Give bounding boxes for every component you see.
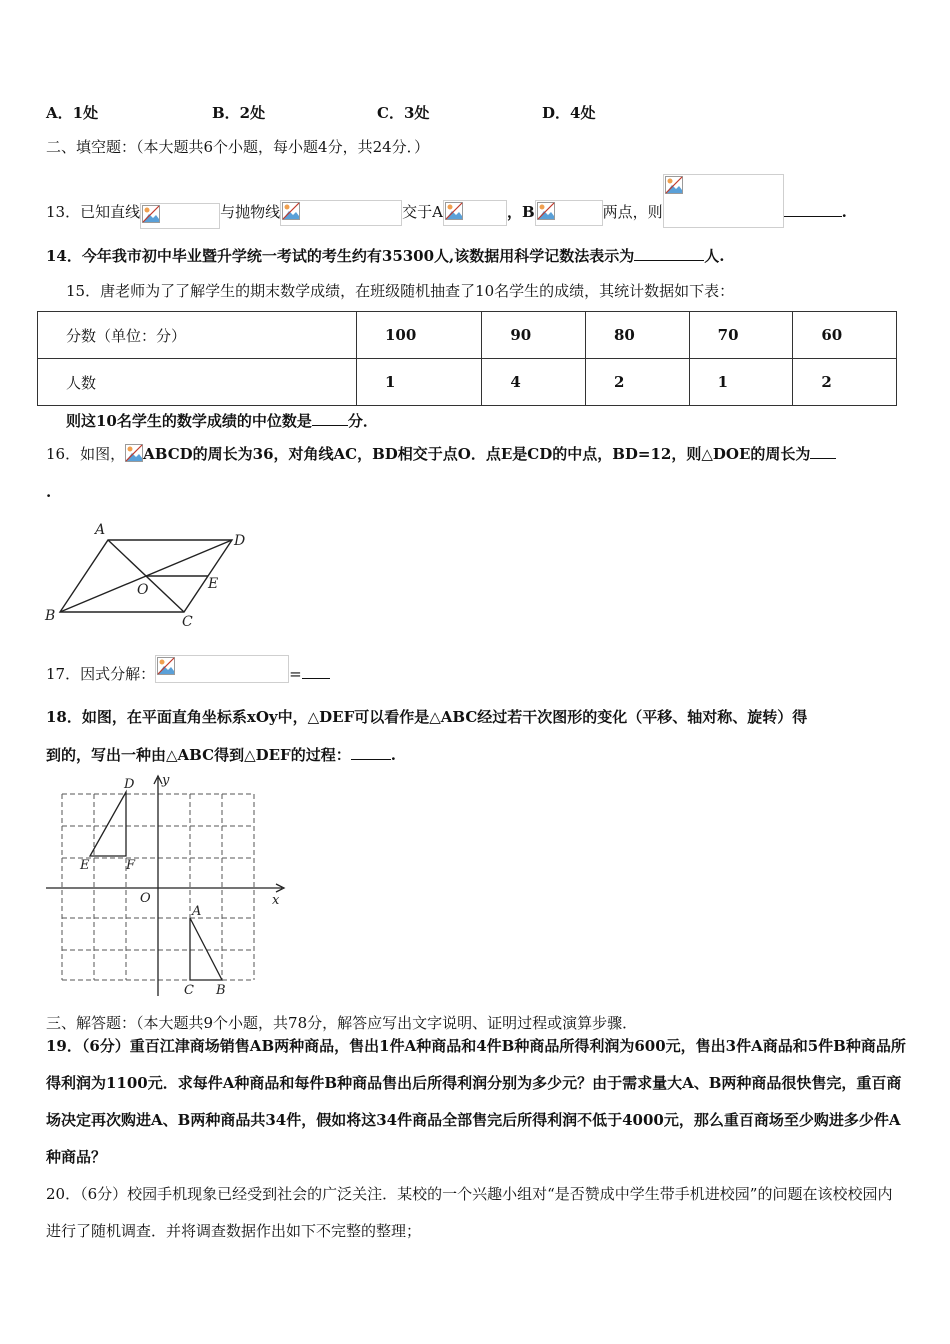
section-2-heading: 二、填空题：（本大题共6个小题，每小题4分，共24分．） bbox=[46, 138, 430, 156]
label-a: A bbox=[192, 904, 202, 919]
table-cell: 人数 bbox=[38, 359, 357, 406]
answer-blank bbox=[810, 458, 836, 459]
q14-end: 人. bbox=[704, 247, 725, 265]
label-c: C bbox=[184, 983, 194, 998]
label-a: A bbox=[95, 522, 106, 538]
q16-text-b: ABCD的周长为36，对角线AC，BD相交于点O．点E是CD的中点，BD=12，则△DOE的周长为 bbox=[143, 445, 811, 463]
label-e: E bbox=[208, 576, 219, 592]
answer-blank bbox=[634, 260, 704, 261]
q13-text-1: 13．已知直线 bbox=[46, 203, 141, 221]
question-16 bbox=[46, 444, 836, 464]
label-b: B bbox=[45, 608, 56, 624]
question-14 bbox=[46, 246, 725, 266]
broken-image-icon bbox=[157, 657, 175, 675]
image-placeholder bbox=[280, 200, 402, 226]
q16-dot: . bbox=[46, 483, 52, 501]
broken-image-icon bbox=[142, 205, 160, 223]
label-y: y bbox=[162, 773, 170, 788]
option-b: B．2处 bbox=[212, 104, 266, 122]
answer-blank bbox=[302, 678, 330, 679]
q17-text: 17．因式分解： bbox=[46, 665, 156, 683]
q13-text-4: ，B bbox=[506, 203, 535, 221]
q15-end-text: 则这10名学生的数学成绩的中位数是 bbox=[66, 412, 312, 430]
question-18-line-2 bbox=[46, 745, 396, 765]
broken-image-icon bbox=[445, 202, 463, 220]
q15-tail: 分． bbox=[347, 412, 378, 430]
table-cell: 70 bbox=[689, 312, 793, 359]
question-13 bbox=[46, 186, 847, 240]
coordinate-grid-figure bbox=[44, 772, 290, 1000]
score-table bbox=[37, 311, 897, 406]
image-placeholder bbox=[443, 200, 507, 226]
label-f: F bbox=[126, 858, 136, 873]
label-o: O bbox=[137, 582, 149, 598]
question-19: 19．（6分）重百江津商场销售AB两种商品，售出1件A种商品和4件B种商品所得利润为600元，售出3件A商品和5件B种商品所得利润为1100元．求每件A种商品和每件B种商品售出后所得利润分别为多少元？由于需求量大A、B两种商品很快售完，重百商场决定再次购进A、B两种商品共34件，假如将这34件商品全部售完后所得利润不低于4000元，那么重百商场至少购进多少件A种商品？ bbox=[46, 1037, 906, 1166]
label-c: C bbox=[182, 614, 193, 630]
table-cell: 1 bbox=[689, 359, 793, 406]
q13-text-5: 两点，则 bbox=[602, 203, 663, 221]
option-c: C．3处 bbox=[377, 104, 430, 122]
answer-blank bbox=[351, 759, 391, 760]
q18-text: 到的，写出一种由△ABC得到△DEF的过程： bbox=[46, 746, 351, 764]
image-placeholder bbox=[140, 203, 220, 229]
label-o: O bbox=[140, 891, 151, 906]
question-17 bbox=[46, 661, 330, 689]
label-x: x bbox=[272, 893, 280, 908]
q14-text: 14．今年我市初中毕业暨升学统一考试的考生约有35300人,该数据用科学记数法表示为 bbox=[46, 247, 635, 265]
triangle-abc bbox=[190, 918, 222, 980]
table-cell: 4 bbox=[482, 359, 586, 406]
question-15: 15．唐老师为了了解学生的期末数学成绩，在班级随机抽查了10名学生的成绩，其统计数据如下表： bbox=[66, 282, 735, 300]
table-cell: 100 bbox=[357, 312, 482, 359]
broken-image-icon bbox=[537, 202, 555, 220]
option-d: D．4处 bbox=[542, 104, 596, 122]
q13-text-6: . bbox=[841, 203, 847, 221]
label-d: D bbox=[124, 777, 135, 792]
table-cell: 90 bbox=[482, 312, 586, 359]
answer-blank bbox=[312, 425, 348, 426]
label-b: B bbox=[216, 983, 226, 998]
table-cell: 2 bbox=[586, 359, 690, 406]
question-18-line-1: 18．如图，在平面直角坐标系xOy中，△DEF可以看作是△ABC经过若干次图形的变化（平移、轴对称、旋转）得 bbox=[46, 708, 808, 726]
table-row bbox=[38, 359, 897, 406]
label-d: D bbox=[234, 533, 246, 549]
image-placeholder bbox=[155, 655, 289, 683]
label-e: E bbox=[80, 858, 90, 873]
image-placeholder bbox=[663, 174, 784, 228]
image-placeholder bbox=[535, 200, 603, 226]
triangle-def bbox=[90, 792, 126, 856]
parallelogram-figure bbox=[40, 518, 260, 630]
option-a: A．1处 bbox=[46, 104, 99, 122]
broken-image-icon bbox=[282, 202, 300, 220]
table-cell: 1 bbox=[357, 359, 482, 406]
table-row bbox=[38, 312, 897, 359]
q13-text-2: 与抛物线 bbox=[220, 203, 281, 221]
section-3-heading: 三、解答题：（本大题共9个小题，共78分，解答应写出文字说明、证明过程或演算步骤． bbox=[46, 1014, 638, 1032]
broken-image-icon bbox=[665, 176, 683, 194]
broken-image-icon bbox=[125, 444, 143, 462]
q16-text: 16．如图， bbox=[46, 445, 126, 463]
answer-blank bbox=[784, 216, 842, 217]
q17-end: = bbox=[289, 665, 302, 683]
table-cell: 80 bbox=[586, 312, 690, 359]
question-20: 20．（6分）校园手机现象已经受到社会的广泛关注．某校的一个兴趣小组对“是否赞成中学生带手机进校园”的问题在该校校园内进行了随机调查．并将调查数据作出如下不完整的整理； bbox=[46, 1185, 893, 1240]
question-15-end bbox=[66, 411, 378, 431]
q13-text-3: 交于A bbox=[402, 203, 443, 221]
table-cell: 60 bbox=[793, 312, 897, 359]
q18-end: . bbox=[390, 746, 396, 764]
table-cell: 2 bbox=[793, 359, 897, 406]
table-cell: 分数（单位：分） bbox=[38, 312, 357, 359]
